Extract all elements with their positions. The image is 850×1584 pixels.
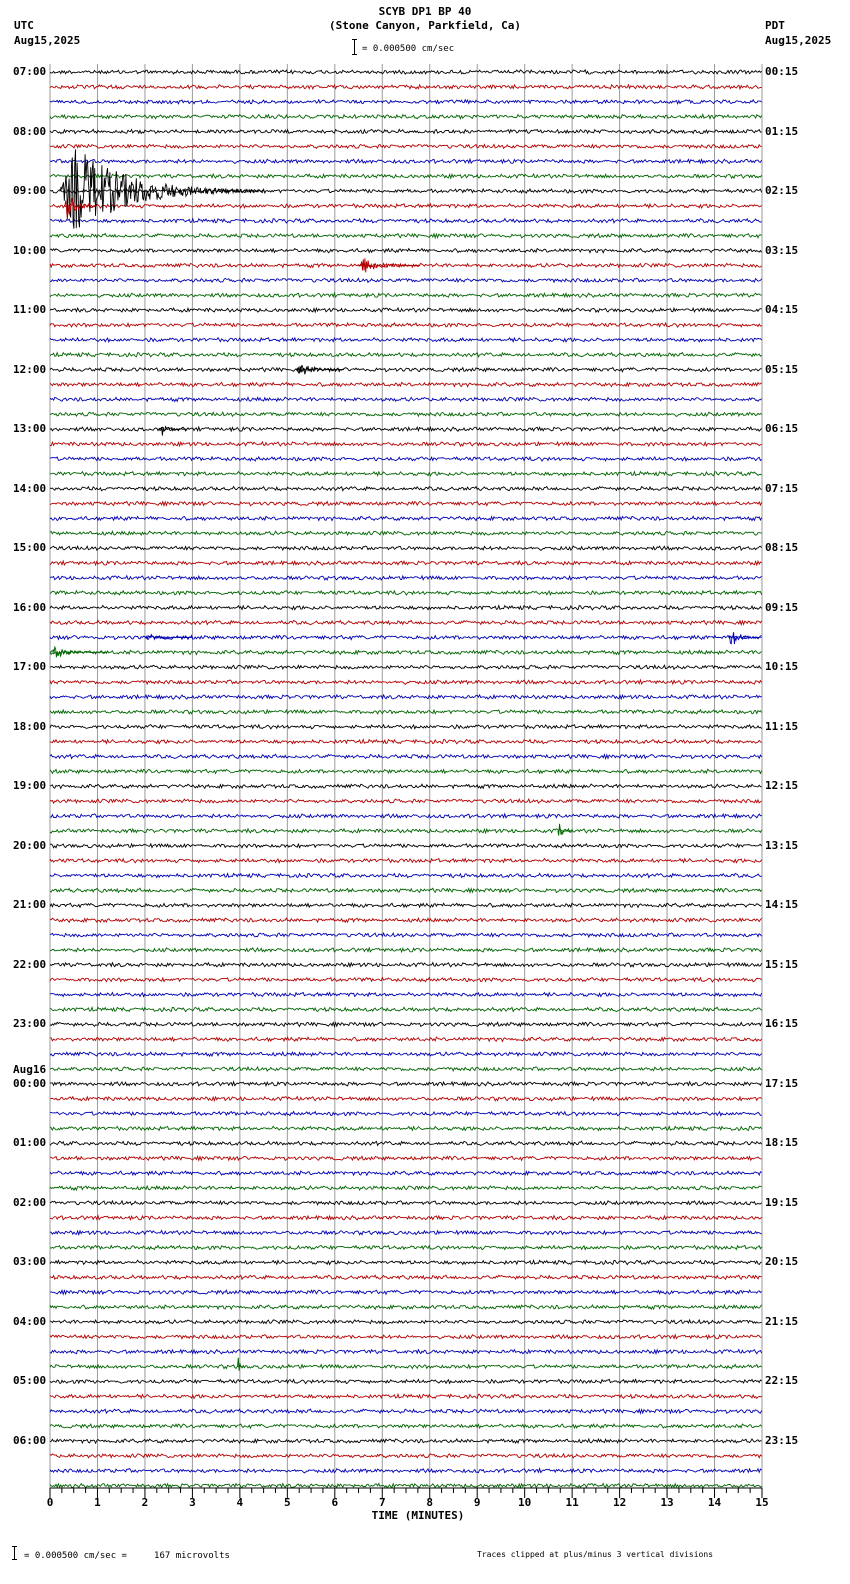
trace-line (50, 1097, 762, 1101)
event-group (50, 149, 762, 1370)
event-burst (558, 824, 572, 836)
trace-line (50, 159, 762, 163)
trace-line (50, 1335, 762, 1339)
trace-line (50, 873, 762, 877)
left-hour-label: 16:00 (13, 600, 47, 614)
trace-line (50, 1275, 762, 1279)
right-hour-label: 10:15 (765, 660, 799, 674)
x-tick-label: 5 (284, 1496, 291, 1509)
left-hour-label: 04:00 (13, 1314, 47, 1328)
trace-line (50, 784, 762, 788)
trace-line (50, 144, 762, 148)
trace-line (50, 308, 762, 312)
right-hour-label: 02:15 (765, 184, 799, 198)
footer-clip-note: Traces clipped at plus/minus 3 vertical divisions (477, 1550, 714, 1559)
trace-line (50, 665, 762, 669)
right-hour-label: 17:15 (765, 1076, 799, 1090)
trace-line (50, 1171, 762, 1175)
x-tick-label: 10 (518, 1496, 532, 1509)
trace-line (50, 1409, 762, 1413)
x-tick-label: 14 (707, 1496, 722, 1509)
event-burst (297, 366, 344, 375)
trace-line (50, 680, 762, 684)
trace-line (50, 1365, 762, 1369)
trace-line (50, 486, 762, 490)
trace-line (50, 650, 762, 654)
left-hour-label: 19:00 (13, 779, 47, 793)
trace-line (50, 1379, 762, 1383)
left-hour-label: 09:00 (13, 184, 47, 198)
left-hour-label: 02:00 (13, 1195, 47, 1209)
trace-line (50, 100, 762, 104)
pdt-label: PDT (765, 19, 785, 32)
trace-line (50, 844, 762, 848)
trace-line (50, 457, 762, 461)
trace-line (50, 1469, 762, 1473)
trace-line (50, 70, 762, 74)
chart-title: SCYB DP1 BP 40 (378, 5, 472, 18)
trace-line (50, 918, 762, 922)
left-hour-label: 08:00 (13, 124, 47, 138)
scale-text: = 0.000500 cm/sec (362, 44, 455, 54)
right-hour-label: 05:15 (765, 362, 799, 376)
right-hour-label: 09:15 (765, 600, 799, 614)
trace-line (50, 501, 762, 505)
x-tick-label: 9 (473, 1496, 481, 1509)
right-hour-label: 00:15 (765, 65, 799, 78)
trace-line (50, 234, 762, 238)
trace-line (50, 963, 762, 967)
trace-line (50, 1454, 762, 1458)
left-hour-label: 13:00 (13, 422, 47, 436)
scale-bar-icon (352, 39, 357, 55)
left-hour-label: 03:00 (13, 1255, 47, 1269)
event-burst (238, 1358, 244, 1371)
left-hour-label: 22:00 (13, 957, 47, 971)
x-tick-label: 12 (612, 1496, 627, 1509)
trace-line (50, 1245, 762, 1249)
trace-line (50, 814, 762, 818)
grid-lines (50, 64, 762, 1488)
left-hour-label: 06:00 (13, 1433, 47, 1447)
right-hour-label: 06:15 (765, 422, 799, 436)
trace-line (50, 1022, 762, 1026)
utc-date: Aug15,2025 (14, 34, 81, 47)
trace-line (50, 948, 762, 952)
x-tick-label: 4 (236, 1496, 244, 1509)
right-hour-label: 03:15 (765, 243, 799, 257)
trace-line (50, 769, 762, 773)
station-subtitle: (Stone Canyon, Parkfield, Ca) (328, 19, 522, 32)
trace-line (50, 695, 762, 699)
footer-scale-icon (12, 1546, 17, 1560)
left-hour-label: 12:00 (13, 362, 47, 376)
trace-line (50, 174, 762, 178)
trace-line (50, 978, 762, 982)
trace-line (50, 1126, 762, 1130)
trace-line (50, 219, 762, 223)
trace-line (50, 85, 762, 89)
x-axis-label: TIME (MINUTES) (371, 1509, 465, 1522)
trace-line (50, 1156, 762, 1160)
right-hour-label: 13:15 (765, 838, 799, 852)
right-hour-label: 12:15 (765, 779, 799, 793)
trace-line (50, 888, 762, 892)
trace-line (50, 903, 762, 907)
trace-line (50, 546, 762, 550)
x-tick-label: 8 (426, 1496, 434, 1509)
trace-line (50, 1439, 762, 1443)
trace-line (50, 1186, 762, 1190)
left-hour-label: 21:00 (13, 898, 47, 912)
trace-line (50, 1483, 762, 1487)
left-hour-label: 00:00 (13, 1076, 47, 1090)
right-hour-label: 07:15 (765, 481, 799, 495)
x-tick-label: 11 (565, 1496, 579, 1509)
trace-line (50, 293, 762, 297)
trace-line (50, 1037, 762, 1041)
utc-label: UTC (14, 19, 34, 32)
left-hour-label: 11:00 (13, 303, 47, 317)
trace-line (50, 1320, 762, 1324)
event-burst (359, 258, 421, 272)
footer-scale-note: = 0.000500 cm/sec = 167 microvolts (24, 1551, 230, 1561)
trace-line (50, 606, 762, 610)
event-burst (50, 647, 107, 657)
trace-line (50, 353, 762, 357)
trace-line (50, 1082, 762, 1086)
x-tick-label: 15 (755, 1496, 769, 1509)
trace-line (50, 576, 762, 580)
pdt-date: Aug15,2025 (765, 34, 832, 47)
x-tick-label: 0 (46, 1496, 54, 1509)
trace-line (50, 368, 762, 372)
trace-line (50, 531, 762, 535)
trace-line (50, 278, 762, 282)
right-hour-label: 21:15 (765, 1314, 799, 1328)
trace-line (50, 427, 762, 431)
x-tick-label: 7 (378, 1496, 386, 1509)
trace-line (50, 933, 762, 937)
date-change-label: Aug16 (13, 1062, 47, 1076)
trace-line (50, 115, 762, 119)
trace-line (50, 1067, 762, 1071)
trace-line (50, 1141, 762, 1145)
trace-group (50, 70, 762, 1488)
right-hour-label: 04:15 (765, 303, 799, 317)
trace-line (50, 992, 762, 996)
trace-line (50, 472, 762, 476)
trace-line (50, 561, 762, 565)
trace-line (50, 1230, 762, 1234)
right-hour-label: 11:15 (765, 719, 799, 733)
left-hour-label: 07:00 (13, 65, 47, 78)
right-hour-label: 15:15 (765, 957, 799, 971)
left-hour-label: 15:00 (13, 541, 47, 555)
trace-line (50, 740, 762, 744)
right-hour-label: 19:15 (765, 1195, 799, 1209)
trace-line (50, 516, 762, 520)
trace-line (50, 859, 762, 863)
left-hour-label: 14:00 (13, 481, 47, 495)
right-hour-label: 16:15 (765, 1017, 799, 1031)
trace-line (50, 129, 762, 133)
event-burst (159, 427, 187, 436)
left-hour-label: 23:00 (13, 1017, 47, 1031)
trace-line (50, 1350, 762, 1354)
trace-line (50, 382, 762, 386)
x-tick-label: 6 (331, 1496, 339, 1509)
right-hour-label: 01:15 (765, 124, 799, 138)
trace-line (50, 442, 762, 446)
trace-line (50, 591, 762, 595)
right-hour-label: 08:15 (765, 541, 799, 555)
trace-line (50, 1424, 762, 1428)
x-tick-label: 13 (660, 1496, 674, 1509)
x-tick-label: 2 (141, 1496, 149, 1509)
left-hour-label: 18:00 (13, 719, 47, 733)
trace-line (50, 620, 762, 624)
trace-line (50, 1394, 762, 1398)
x-tick-label: 1 (94, 1496, 101, 1509)
left-hour-label: 05:00 (13, 1374, 47, 1388)
trace-line (50, 1007, 762, 1011)
trace-line (50, 1216, 762, 1220)
left-hour-label: 10:00 (13, 243, 47, 257)
x-tick-label: 3 (189, 1496, 196, 1509)
trace-line (50, 1260, 762, 1264)
trace-line (50, 249, 762, 253)
trace-line (50, 1290, 762, 1294)
right-hour-label: 22:15 (765, 1374, 799, 1388)
trace-line (50, 829, 762, 833)
trace-line (50, 754, 762, 758)
right-hour-label: 14:15 (765, 898, 799, 912)
right-hour-label: 23:15 (765, 1433, 799, 1447)
trace-line (50, 1201, 762, 1205)
right-hour-label: 20:15 (765, 1255, 799, 1269)
left-hour-label: 01:00 (13, 1136, 47, 1150)
trace-line (50, 799, 762, 803)
trace-line (50, 412, 762, 416)
trace-line (50, 1052, 762, 1056)
trace-line (50, 725, 762, 729)
trace-line (50, 338, 762, 342)
trace-line (50, 397, 762, 401)
trace-line (50, 204, 762, 208)
right-hour-label: 18:15 (765, 1136, 799, 1150)
trace-line (50, 710, 762, 714)
left-hour-label: 20:00 (13, 838, 47, 852)
trace-line (50, 323, 762, 327)
left-hour-label: 17:00 (13, 660, 47, 674)
trace-line (50, 1112, 762, 1116)
trace-line (50, 1305, 762, 1309)
